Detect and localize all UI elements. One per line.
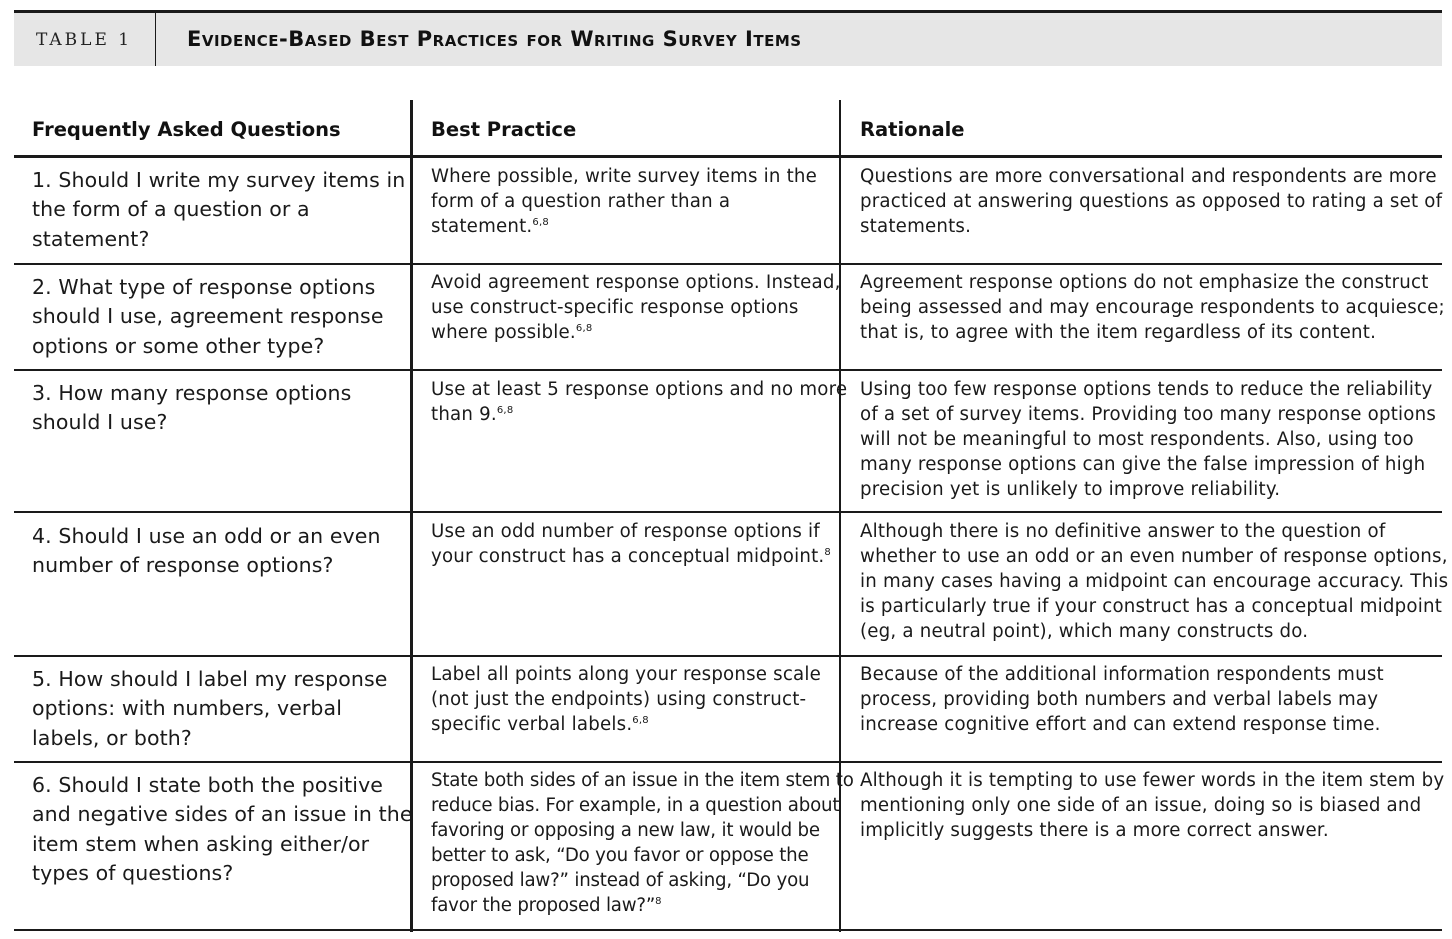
title-divider [155, 13, 156, 66]
row-divider [14, 655, 1442, 657]
row-divider [14, 761, 1442, 763]
row-3-rationale: Using too few response options tends to reduce the reliability of a set of survey items. Providing too many response options will not be meaningful to most respondents. Also, using too many response options can give the false impression of high precision yet is unlikely to improve reliability. [860, 379, 1437, 500]
row-5-question: 5. How should I label my response options: with numbers, verbal labels, or both? [32, 667, 388, 750]
column-header-rationale: Rationale [860, 118, 965, 141]
row-6-best-practice: State both sides of an issue in the item stem to reduce bias. For example, in a question about favoring or opposing a new law, it would be better to ask, “Do you favor or oppose the proposed law?” instead of asking, “Do you favor the proposed law?”$^8$ [431, 770, 854, 916]
row-divider [14, 263, 1442, 265]
row-divider [14, 511, 1442, 513]
column-header-best-practice: Best Practice [431, 118, 577, 141]
row-4-rationale: Although there is no definitive answer to the question of whether to use an odd or an even number of response options, in many cases having a midpoint can encourage accuracy. This is particularly true if your construct has a conceptual midpoint (eg, a neutral point), which many constructs do. [860, 521, 1449, 642]
row-1-rationale: Questions are more conversational and respondents are more practiced at answering questions as opposed to rating a set of statements. [860, 166, 1443, 237]
row-4-best-practice: Use an odd number of response options if your construct has a conceptual midpoint.$^8$ [431, 521, 831, 567]
row-1-best-practice: Where possible, write survey items in the form of a question rather than a statement.$^{6,8}$ [431, 166, 818, 237]
table-title: Evidence-Based Best Practices for Writing Survey Items [187, 27, 802, 51]
header-rule [14, 155, 1442, 158]
row-2-question: 2. What type of response options should I use, agreement response options or some other type? [32, 275, 384, 358]
column-header-questions: Frequently Asked Questions [32, 118, 341, 141]
row-2-rationale: Agreement response options do not emphasize the construct being assessed and may encourage respondents to acquiesce; that is, to agree with the item regardless of its content. [860, 272, 1445, 343]
table-title-bar [14, 10, 1442, 66]
table-label: TABLE 1 [36, 30, 133, 50]
row-1-question: 1. Should I write my survey items in the form of a question or a statement? [32, 168, 406, 251]
row-6-question: 6. Should I state both the positive and negative sides of an issue in the item stem when asking either/or types of questions? [32, 773, 413, 885]
row-2-best-practice: Avoid agreement response options. Instead, use construct-specific response options where possible.$^{6,8}$ [431, 272, 841, 343]
row-4-question: 4. Should I use an odd or an even number of response options? [32, 524, 381, 578]
row-6-rationale: Although it is tempting to use fewer words in the item stem by mentioning only one side of an issue, doing so is biased and implicitly suggests there is a more correct answer. [860, 770, 1445, 841]
row-5-best-practice: Label all points along your response scale (not just the endpoints) using construct- specific verbal labels.$^{6,8}$ [431, 664, 822, 735]
row-3-question: 3. How many response options should I use? [32, 381, 352, 435]
row-3-best-practice: Use at least 5 response options and no more than 9.$^{6,8}$ [431, 379, 848, 425]
row-divider [14, 369, 1442, 371]
table-bottom-rule [14, 929, 1442, 931]
row-5-rationale: Because of the additional information respondents must process, providing both numbers and verbal labels may increase cognitive effort and can extend response time. [860, 664, 1384, 735]
